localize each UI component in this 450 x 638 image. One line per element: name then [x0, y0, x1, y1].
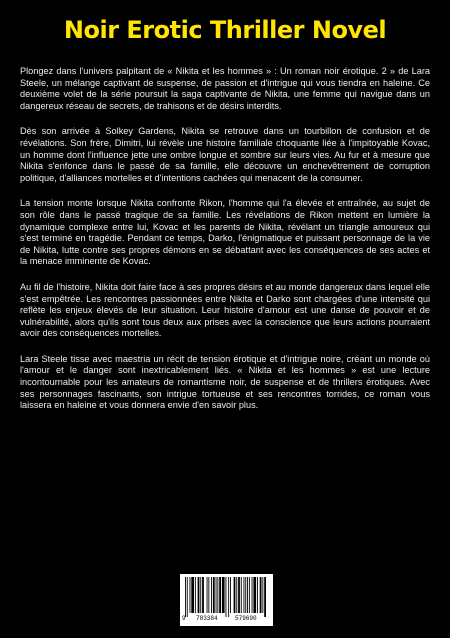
barcode-bar — [198, 577, 200, 613]
barcode-bar — [244, 577, 245, 613]
barcode-bar — [190, 577, 191, 613]
barcode-bar — [230, 577, 231, 613]
barcode-bar — [213, 577, 215, 613]
barcode-bar — [187, 577, 188, 617]
barcode-bar — [217, 577, 218, 613]
barcode-bar — [208, 577, 209, 613]
barcode-bar — [195, 577, 196, 613]
barcode-bar — [252, 577, 253, 613]
barcode-lead-digit: 9 — [182, 615, 186, 622]
blurb-paragraph: Au fil de l'histoire, Nikita doit faire face à ses propres désirs et au monde dangereux dans lequel elle s'est empêtrée. Les rencontres passionnées entre Nikita et Darko sont chargées d'une intensité qui reflète les enjeux élevés de leur situation. Leur histoire d'amour est une danse de pouvoir et de vulnérabilité, alors qu'ils sont tous deux aux prises avec la conscience que leurs actions pourraient avoir des conséquences mortelles. — [20, 281, 430, 339]
barcode-bar — [260, 577, 262, 613]
barcode-left-digits: 783384 — [196, 615, 218, 622]
barcode-bar — [228, 577, 229, 617]
barcode-bar — [200, 577, 201, 613]
blurb-paragraph: Lara Steele tisse avec maestria un récit de tension érotique et d'intrigue noire, créant un monde où l'amour et le danger sont inextricablement liés. « Nikita et les hommes » est une lecture incontournable pour les amateurs de romantisme noir, de suspense et de thrillers érotiques. Avec ses personnages fascinants, son intrigue tortueuse et ses rencontres torrides, ce roman vous laissera en haleine et vous donnera envie d'en savoir plus. — [20, 353, 430, 411]
barcode-bar — [202, 577, 204, 613]
barcode-bar — [236, 577, 237, 613]
barcode-bar — [262, 577, 263, 613]
barcode-bar — [257, 577, 258, 613]
barcode-bar — [185, 577, 186, 617]
barcode-bar — [249, 577, 250, 613]
barcode-bar — [216, 577, 217, 613]
barcode-bar — [234, 577, 236, 613]
barcode-bar — [238, 577, 240, 613]
cover-title: Noir Erotic Thriller Novel — [63, 16, 387, 44]
barcode-bar — [241, 577, 242, 613]
barcode-bar — [226, 577, 227, 617]
barcode-bar — [264, 577, 266, 617]
barcode-bar — [219, 577, 221, 613]
blurb-paragraph: Plongez dans l'univers palpitant de « Nikita et les hommes » : Un roman noir érotique. 2 » de Lara Steele, un mélange captivant de suspense, de passion et d'intrigue qui vous tiendra en haleine. Ce deuxième volet de la série poursuit la saga captivante de Nikita, une femme qui navigue dans un dangereux réseau de secrets, de trahisons et de désirs interdits. — [20, 66, 430, 111]
blurb-paragraph: Dès son arrivée à Solkey Gardens, Nikita se retrouve dans un tourbillon de confusion et de révélations. Son frère, Dimitri, lui révèle une histoire familiale choquante liée à l'impitoyable Kovac, un homme dont l'influence jette une ombre longue et sombre sur leurs vies. Au fur et à mesure que Nikita s'enfonce dans le passé de sa famille, elle découvre un enchevêtrement de corruption politique, d'alliances mortelles et d'intentions cachées qui menacent de la consumer. — [20, 126, 430, 183]
barcode-bar — [207, 577, 208, 613]
blurb — [20, 66, 430, 426]
barcode-bar — [211, 577, 212, 613]
barcode-bars-icon — [185, 577, 268, 617]
barcode-bar — [191, 577, 194, 613]
isbn-barcode — [180, 574, 273, 626]
barcode-bar — [222, 577, 225, 613]
barcode-bar — [253, 577, 256, 613]
barcode-bar — [245, 577, 246, 613]
barcode-right-digits: 579690 — [235, 615, 257, 622]
blurb-paragraph: La tension monte lorsque Nikita confronte Rikon, l'homme qui l'a élevée et entraînée, au sujet de son rôle dans le passé tragique de sa famille. Les révélations de Rikon mettent en lumière la dynamique complexe entre lui, Kovac et les parents de Nikita, révélant un triangle amoureux qui s'est terminé en tragédie. Pendant ce temps, Darko, l'énigmatique et puissant personnage de la vie de Nikita, lutte contre ses propres démons en se débattant avec les conséquences de ses actes et la menace imminente de Kovac. — [20, 198, 430, 267]
barcode-bar — [247, 577, 248, 613]
